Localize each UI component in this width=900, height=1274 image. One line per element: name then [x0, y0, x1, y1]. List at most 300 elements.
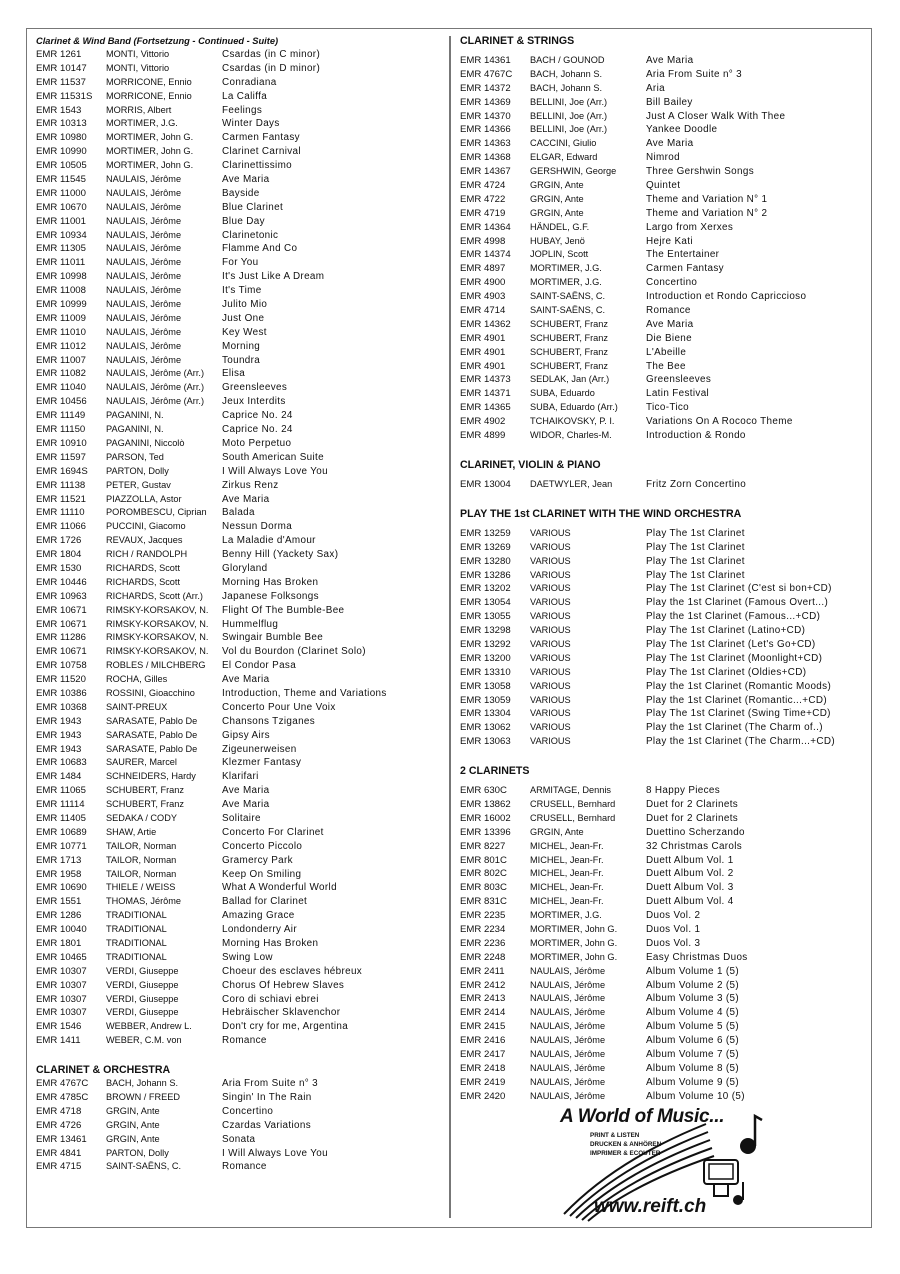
entry-composer: THOMAS, Jérôme: [106, 896, 182, 907]
entry-title: Ave Maria: [222, 493, 270, 505]
entry-composer: RIMSKY-KORSAKOV, N.: [106, 604, 209, 615]
entry-composer: NAULAIS, Jérôme: [530, 1035, 606, 1046]
entry-title: Duettino Scherzando: [646, 826, 745, 838]
catalogue-entry: [36, 312, 442, 326]
entry-title: Caprice No. 24: [222, 410, 293, 422]
catalogue-entry: [460, 165, 860, 179]
entry-code: EMR 1801: [36, 938, 82, 949]
entry-title: Solitaire: [222, 812, 261, 824]
entry-code: EMR 13055: [460, 611, 511, 623]
entry-composer: ROSSINI, Gioacchino: [106, 687, 195, 698]
entry-code: EMR 13269: [460, 541, 511, 553]
catalogue-entry: [36, 159, 442, 173]
logo-url[interactable]: www.reift.ch: [594, 1196, 707, 1217]
entry-code: EMR 13063: [460, 736, 511, 748]
section-gap: [460, 749, 860, 764]
entry-code: EMR 10147: [36, 62, 87, 74]
entry-composer: MORTIMER, John G.: [530, 923, 618, 934]
entry-composer: GRGIN, Ante: [106, 1133, 160, 1144]
entry-title: Die Biene: [646, 332, 692, 344]
catalogue-entry: [36, 76, 442, 90]
catalogue-section: [36, 34, 442, 1048]
catalogue-entry: [36, 340, 442, 354]
entry-title: Csardas (in D minor): [222, 62, 321, 74]
catalogue-entry: [36, 937, 442, 951]
entry-title: Album Volume 5 (5): [646, 1021, 740, 1033]
catalogue-entry: [460, 290, 860, 304]
entry-title: Duet for 2 Clarinets: [646, 812, 739, 824]
entry-title: Theme and Variation N° 1: [646, 193, 768, 205]
catalogue-entry: [460, 721, 860, 735]
entry-code: EMR 14374: [460, 249, 511, 261]
catalogue-entry: [460, 735, 860, 749]
entry-composer: NAULAIS, Jérôme: [106, 326, 182, 337]
entry-code: EMR 14367: [460, 166, 511, 178]
entry-composer: BELLINI, Joe (Arr.): [530, 96, 608, 107]
catalogue-entry: [460, 110, 860, 124]
entry-composer: VARIOUS: [530, 694, 571, 705]
catalogue-entry: [460, 826, 860, 840]
catalogue-entry: [36, 604, 442, 618]
entry-composer: NAULAIS, Jérôme: [530, 1090, 606, 1101]
catalogue-entry: [460, 812, 860, 826]
entry-composer: VARIOUS: [530, 541, 571, 552]
entry-title: Caprice No. 24: [222, 424, 293, 436]
entry-title: Album Volume 8 (5): [646, 1062, 740, 1074]
entry-composer: SEDLAK, Jan (Arr.): [530, 374, 610, 385]
entry-code: EMR 10386: [36, 687, 87, 699]
entry-composer: THIELE / WEISS: [106, 882, 176, 893]
entry-composer: TCHAIKOVSKY, P. I.: [530, 416, 615, 427]
entry-title: Londonderry Air: [222, 924, 297, 936]
entry-title: Play the 1st Clarinet (Famous Overt...): [646, 597, 829, 609]
entry-composer: MORTIMER, John G.: [106, 160, 194, 171]
entry-code: EMR 11010: [36, 326, 86, 338]
entry-composer: POROMBESCU, Ciprian: [106, 507, 207, 518]
entry-title: Ave Maria: [222, 799, 270, 811]
entry-composer: WEBBER, Andrew L.: [106, 1021, 192, 1032]
entry-title: Duett Album Vol. 4: [646, 896, 734, 908]
entry-composer: GRGIN, Ante: [530, 180, 584, 191]
entry-composer: SCHUBERT, Franz: [106, 799, 184, 810]
entry-title: Klezmer Fantasy: [222, 757, 302, 769]
entry-composer: BELLINI, Joe (Arr.): [530, 110, 608, 121]
catalogue-entry: [460, 262, 860, 276]
entry-code: EMR 1943: [36, 715, 82, 727]
catalogue-entry: [460, 867, 860, 881]
entry-code: EMR 11521: [36, 493, 86, 505]
entry-composer: MORTIMER, John G.: [530, 937, 618, 948]
section-heading: Clarinet & Wind Band (Fortsetzung - Continued - Suite): [36, 36, 279, 46]
entry-composer: PARSON, Ted: [106, 451, 164, 462]
entry-code: EMR 4900: [460, 277, 506, 289]
catalogue-entry: [460, 478, 860, 492]
entry-composer: VERDI, Giuseppe: [106, 979, 179, 990]
entry-code: EMR 2412: [460, 979, 506, 991]
entry-title: Album Volume 7 (5): [646, 1049, 740, 1060]
entry-code: EMR 4767C: [460, 68, 513, 80]
entry-title: Amazing Grace: [222, 910, 295, 922]
catalogue-entry: [36, 409, 442, 423]
entry-code: EMR 2411: [460, 965, 505, 977]
catalogue-entry: [460, 123, 860, 137]
entry-title: Vol du Bourdon (Clarinet Solo): [222, 646, 366, 658]
entry-title: Variations On A Rococo Theme: [646, 416, 793, 428]
entry-composer: GRGIN, Ante: [530, 193, 584, 204]
catalogue-entry: [460, 666, 860, 680]
entry-title: Bayside: [222, 187, 260, 199]
entry-title: Tico-Tico: [646, 402, 690, 414]
entry-composer: PARTON, Dolly: [106, 465, 169, 476]
catalogue-entry: [36, 1147, 442, 1161]
entry-composer: PAGANINI, Niccolò: [106, 437, 185, 448]
entry-title: Just One: [222, 312, 265, 324]
catalogue-entry: [36, 576, 442, 590]
entry-composer: TAILOR, Norman: [106, 854, 177, 865]
entry-title: Elisa: [222, 368, 246, 380]
entry-composer: SHAW, Artie: [106, 826, 157, 837]
entry-code: EMR 1546: [36, 1021, 82, 1033]
entry-title: Play The 1st Clarinet: [646, 541, 745, 553]
entry-composer: RIMSKY-KORSAKOV, N.: [106, 646, 209, 657]
catalogue-entry: [460, 304, 860, 318]
entry-title: Klarifari: [222, 771, 259, 783]
entry-title: Ave Maria: [646, 318, 694, 330]
catalogue-entry: [36, 826, 442, 840]
entry-title: Play The 1st Clarinet (C'est si bon+CD): [646, 583, 832, 595]
entry-code: EMR 1484: [36, 771, 82, 783]
entry-code: EMR 16002: [460, 812, 511, 824]
entry-composer: NAULAIS, Jérôme: [106, 187, 182, 198]
entry-code: EMR 1411: [36, 1035, 81, 1047]
catalogue-entry: [36, 1006, 442, 1020]
entry-code: EMR 11012: [36, 340, 86, 352]
entry-code: EMR 10963: [36, 590, 87, 602]
catalogue-entry: [36, 1077, 442, 1091]
entry-title: Album Volume 4 (5): [646, 1007, 740, 1019]
entry-composer: BROWN / FREED: [106, 1092, 181, 1103]
entry-title: Album Volume 10 (5): [646, 1090, 745, 1102]
entry-code: EMR 14373: [460, 374, 511, 386]
entry-composer: RICHARDS, Scott (Arr.): [106, 590, 203, 601]
entry-code: EMR 13054: [460, 597, 511, 609]
entry-code: EMR 11597: [36, 451, 86, 463]
entry-code: EMR 13280: [460, 555, 511, 567]
entry-composer: NAULAIS, Jérôme: [106, 285, 182, 296]
catalogue-entry: [36, 951, 442, 965]
entry-title: Concerto For Clarinet: [222, 826, 324, 838]
entry-code: EMR 13461: [36, 1133, 87, 1145]
entry-code: EMR 13259: [460, 527, 511, 539]
entry-title: Duett Album Vol. 2: [646, 868, 734, 880]
entry-composer: NAULAIS, Jérôme: [530, 1007, 606, 1018]
catalogue-entry: [36, 395, 442, 409]
catalogue-entry: [460, 992, 860, 1006]
entry-code: EMR 2235: [460, 910, 506, 922]
entry-code: EMR 2236: [460, 937, 506, 949]
entry-code: EMR 1804: [36, 549, 82, 561]
entry-code: EMR 13200: [460, 652, 511, 664]
catalogue-entry: [460, 965, 860, 979]
catalogue-entry: [36, 256, 442, 270]
catalogue-entry: [460, 1034, 860, 1048]
entry-code: EMR 10446: [36, 576, 87, 588]
entry-code: EMR 11305: [36, 243, 86, 255]
entry-composer: MORTIMER, J.G.: [530, 263, 602, 274]
entry-title: I Will Always Love You: [222, 465, 328, 477]
entry-code: EMR 4719: [460, 207, 506, 219]
catalogue-entry: [36, 645, 442, 659]
entry-title: Key West: [222, 326, 267, 338]
entry-title: Introduction & Rondo: [646, 430, 746, 442]
entry-composer: VARIOUS: [530, 680, 571, 691]
entry-title: Coro di schiavi ebrei: [222, 993, 319, 1005]
entry-composer: CRUSELL, Bernhard: [530, 812, 616, 823]
entry-code: EMR 13310: [460, 666, 511, 678]
entry-composer: VARIOUS: [530, 583, 571, 594]
entry-composer: SARASATE, Pablo De: [106, 729, 198, 740]
entry-code: EMR 1726: [36, 535, 82, 547]
entry-composer: MICHEL, Jean-Fr.: [530, 896, 604, 907]
entry-code: EMR 4899: [460, 430, 506, 442]
entry-code: EMR 11009: [36, 312, 86, 324]
logo-tagline-1: PRINT & LISTEN: [590, 1132, 640, 1139]
entry-composer: VARIOUS: [530, 708, 571, 719]
entry-composer: MORTIMER, J.G.: [530, 277, 602, 288]
entry-code: EMR 10910: [36, 437, 87, 449]
entry-composer: BELLINI, Joe (Arr.): [530, 124, 608, 135]
catalogue-entry: [36, 743, 442, 757]
catalogue-entry: [460, 680, 860, 694]
entry-title: Julito Mio: [222, 299, 268, 311]
entry-composer: PAGANINI, N.: [106, 424, 164, 435]
catalogue-entry: [36, 1034, 442, 1048]
entry-title: Largo from Xerxes: [646, 221, 734, 233]
entry-code: EMR 1286: [36, 910, 82, 922]
catalogue-entry: [460, 96, 860, 110]
entry-title: Play The 1st Clarinet (Swing Time+CD): [646, 708, 831, 720]
catalogue-entry: [36, 367, 442, 381]
catalogue-entry: [36, 493, 442, 507]
section-heading: CLARINET & ORCHESTRA: [36, 1064, 171, 1077]
entry-title: Album Volume 9 (5): [646, 1076, 740, 1088]
entry-code: EMR 4901: [460, 360, 506, 372]
entry-title: Album Volume 3 (5): [646, 993, 740, 1005]
entry-composer: VARIOUS: [530, 527, 571, 538]
catalogue-entry: [36, 562, 442, 576]
entry-title: Nessun Dorma: [222, 521, 293, 533]
entry-code: EMR 10998: [36, 271, 87, 283]
entry-code: EMR 11082: [36, 368, 86, 380]
entry-composer: MORRICONE, Ennio: [106, 90, 192, 101]
entry-composer: SCHUBERT, Franz: [530, 318, 608, 329]
entry-code: EMR 11065: [36, 785, 86, 797]
catalogue-entry: [460, 881, 860, 895]
catalogue-entry: [460, 582, 860, 596]
entry-code: EMR 10456: [36, 396, 87, 408]
entry-title: The Entertainer: [646, 249, 720, 261]
entry-composer: MICHEL, Jean-Fr.: [530, 854, 604, 865]
catalogue-section: [460, 458, 860, 492]
entry-code: EMR 11531S: [36, 90, 93, 102]
entry-title: Ave Maria: [646, 55, 694, 66]
entry-title: 8 Happy Pieces: [646, 785, 721, 797]
entry-composer: GRGIN, Ante: [106, 1119, 160, 1130]
entry-code: EMR 14371: [460, 388, 511, 400]
entry-code: EMR 11138: [36, 479, 86, 491]
catalogue-entry: [36, 201, 442, 215]
catalogue-entry: [460, 401, 860, 415]
entry-code: EMR 1530: [36, 562, 82, 574]
catalogue-entry: [36, 215, 442, 229]
catalogue-entry: [460, 179, 860, 193]
entry-composer: RICHARDS, Scott: [106, 562, 181, 573]
entry-composer: TRADITIONAL: [106, 938, 167, 948]
catalogue-entry: [460, 360, 860, 374]
entry-title: Don't cry for me, Argentina: [222, 1021, 349, 1033]
catalogue-entry: [460, 951, 860, 965]
entry-code: EMR 2417: [460, 1049, 506, 1060]
entry-title: Duos Vol. 3: [646, 937, 701, 949]
catalogue-entry: [460, 221, 860, 235]
entry-composer: SAINT-SAËNS, C.: [530, 291, 606, 302]
catalogue-entry: [36, 326, 442, 340]
catalogue-entry: [36, 1133, 442, 1147]
catalogue-entry: [36, 1119, 442, 1133]
catalogue-entry: [36, 381, 442, 395]
entry-title: Csardas (in C minor): [222, 49, 321, 60]
catalogue-entry: [460, 137, 860, 151]
entry-code: EMR 10670: [36, 201, 87, 213]
catalogue-entry: [460, 923, 860, 937]
entry-title: Album Volume 2 (5): [646, 979, 740, 991]
entry-composer: VARIOUS: [530, 652, 571, 663]
entry-title: Play The 1st Clarinet (Moonlight+CD): [646, 652, 823, 664]
entry-code: EMR 10934: [36, 229, 87, 241]
entry-title: Benny Hill (Yackety Sax): [222, 549, 339, 561]
entry-title: Zigeunerweisen: [222, 743, 297, 755]
entry-code: EMR 1694S: [36, 465, 88, 477]
entry-title: Ave Maria: [222, 785, 270, 797]
entry-title: Aria: [646, 82, 665, 94]
entry-code: EMR 10999: [36, 299, 87, 311]
entry-code: EMR 1713: [36, 854, 82, 866]
catalogue-entry: [36, 965, 442, 979]
entry-code: EMR 10368: [36, 701, 87, 713]
catalogue-entry: [36, 840, 442, 854]
entry-title: Gloryland: [222, 562, 268, 574]
catalogue-entry: [36, 1160, 442, 1174]
entry-title: Play the 1st Clarinet (Romantic Moods): [646, 680, 832, 692]
entry-title: Chansons Tziganes: [222, 715, 316, 727]
section-gap: [36, 1048, 442, 1063]
catalogue-entry: [460, 541, 860, 555]
entry-composer: SAURER, Marcel: [106, 757, 177, 768]
entry-composer: MORTIMER, John G.: [530, 951, 618, 962]
entry-title: Concerto Pour Une Voix: [222, 701, 336, 713]
entry-code: EMR 11001: [36, 215, 86, 227]
entry-title: Clarinettissimo: [222, 160, 293, 172]
entry-title: El Condor Pasa: [222, 660, 297, 672]
section-gap: [460, 443, 860, 458]
entry-title: I Will Always Love You: [222, 1147, 328, 1159]
entry-title: Keep On Smiling: [222, 868, 302, 880]
catalogue-entry: [36, 479, 442, 493]
entry-code: EMR 2234: [460, 923, 506, 935]
catalogue-entry: [460, 527, 860, 541]
entry-code: EMR 4714: [460, 305, 506, 317]
entry-title: Yankee Doodle: [646, 124, 718, 136]
entry-code: EMR 1551: [36, 896, 82, 908]
entry-code: EMR 10671: [36, 604, 87, 616]
catalogue-entry: [36, 590, 442, 604]
catalogue-entry: [36, 812, 442, 826]
catalogue-entry: [460, 332, 860, 346]
catalogue-entry: [36, 868, 442, 882]
catalogue-entry: [36, 993, 442, 1007]
entry-title: Romance: [222, 1161, 267, 1173]
entry-title: Gipsy Airs: [222, 729, 270, 741]
entry-code: EMR 10980: [36, 132, 87, 144]
entry-title: Hejre Kati: [646, 235, 693, 247]
entry-title: Duet for 2 Clarinets: [646, 798, 739, 810]
catalogue-entry: [36, 48, 442, 62]
entry-code: EMR 4903: [460, 291, 506, 303]
entry-composer: VARIOUS: [530, 569, 571, 580]
entry-composer: TRADITIONAL: [106, 951, 167, 962]
catalogue-entry: [36, 854, 442, 868]
entry-title: Blue Clarinet: [222, 201, 284, 213]
catalogue-entry: [36, 1105, 442, 1119]
entry-code: EMR 4897: [460, 263, 506, 275]
entry-composer: MORTIMER, John G.: [106, 132, 194, 143]
entry-composer: NAULAIS, Jérôme: [106, 201, 182, 212]
entry-code: EMR 4724: [460, 180, 506, 192]
entry-code: EMR 10683: [36, 757, 87, 769]
catalogue-entry: [36, 979, 442, 993]
section-heading: CLARINET, VIOLIN & PIANO: [460, 458, 601, 471]
entry-title: Romance: [646, 305, 691, 317]
entry-title: Nimrod: [646, 152, 680, 164]
catalogue-entry: [460, 854, 860, 868]
entry-title: Gramercy Park: [222, 854, 293, 866]
entry-composer: MORTIMER, J.G.: [530, 910, 602, 921]
entry-composer: NAULAIS, Jérôme: [106, 215, 182, 226]
entry-code: EMR 1543: [36, 104, 82, 116]
entry-code: EMR 13862: [460, 798, 511, 810]
entry-composer: TRADITIONAL: [106, 910, 167, 921]
entry-composer: NAULAIS, Jérôme: [106, 354, 182, 365]
catalogue-entry: [460, 937, 860, 951]
entry-code: EMR 13004: [460, 478, 511, 490]
catalogue-entry: [460, 207, 860, 221]
entry-composer: VARIOUS: [530, 736, 571, 747]
entry-code: EMR 13304: [460, 708, 511, 720]
entry-composer: MICHEL, Jean-Fr.: [530, 882, 604, 893]
section-heading: CLARINET & STRINGS: [460, 35, 575, 47]
catalogue-entry: [460, 784, 860, 798]
entry-composer: CACCINI, Giulio: [530, 138, 597, 149]
entry-title: Japanese Folksongs: [222, 590, 319, 602]
catalogue-entry: [36, 354, 442, 368]
entry-composer: ARMITAGE, Dennis: [530, 785, 612, 796]
entry-code: EMR 14369: [460, 96, 511, 108]
entry-composer: MONTI, Vittorio: [106, 62, 170, 73]
catalogue-entry: [36, 784, 442, 798]
entry-code: EMR 11537: [36, 76, 86, 88]
catalogue-entry: [36, 229, 442, 243]
entry-title: Album Volume 6 (5): [646, 1035, 740, 1047]
